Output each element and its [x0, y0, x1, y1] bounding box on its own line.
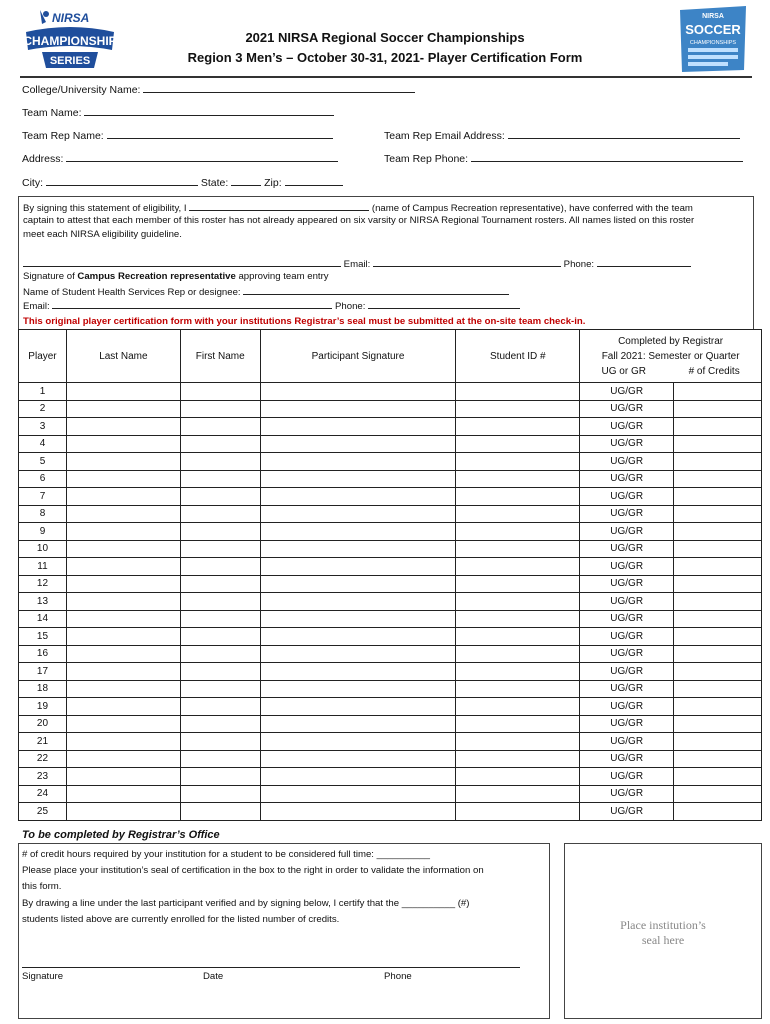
table-row: [19, 733, 762, 751]
credits-cell[interactable]: [674, 418, 762, 436]
student-id-cell[interactable]: [456, 470, 580, 488]
city-underline: [46, 175, 198, 186]
ug-gr-cell[interactable]: UG/GR: [580, 505, 674, 523]
state-label: State:: [200, 177, 229, 189]
student-id-cell[interactable]: [456, 523, 580, 541]
player-number: 21: [19, 733, 67, 751]
registrar-instructions: [22, 847, 484, 928]
last-name-cell[interactable]: [66, 733, 180, 751]
last-name-cell[interactable]: [66, 470, 180, 488]
table-row: [19, 540, 762, 558]
player-number: 15: [19, 628, 67, 646]
credits-cell[interactable]: [674, 628, 762, 646]
credits-cell[interactable]: [674, 470, 762, 488]
credits-cell[interactable]: [674, 523, 762, 541]
rep-phone-underline[interactable]: [597, 256, 691, 267]
team-rep-email-field[interactable]: [384, 128, 740, 142]
student-id-cell[interactable]: [456, 505, 580, 523]
first-name-cell[interactable]: [180, 663, 260, 681]
registrar-signature-line[interactable]: [22, 967, 520, 968]
player-number: 22: [19, 750, 67, 768]
student-id-cell[interactable]: [456, 663, 580, 681]
team-rep-phone-field[interactable]: [384, 151, 743, 165]
last-name-cell[interactable]: [66, 523, 180, 541]
credits-cell[interactable]: [674, 610, 762, 628]
player-number: 20: [19, 715, 67, 733]
header-divider: [20, 76, 752, 78]
address-label: Address:: [22, 153, 64, 165]
table-row: [19, 628, 762, 646]
signature-cell[interactable]: [260, 645, 456, 663]
signature-cell[interactable]: [260, 698, 456, 716]
last-name-cell[interactable]: [66, 593, 180, 611]
college-field[interactable]: [22, 82, 415, 96]
signature-cell[interactable]: [260, 453, 456, 471]
credits-cell[interactable]: [674, 435, 762, 453]
last-name-cell[interactable]: [66, 400, 180, 418]
col-last-name: Last Name: [66, 330, 180, 383]
team-rep-name-underline: [107, 128, 333, 139]
first-name-cell[interactable]: [180, 628, 260, 646]
first-name-cell[interactable]: [180, 593, 260, 611]
ug-gr-cell[interactable]: UG/GR: [580, 575, 674, 593]
state-underline: [231, 175, 261, 186]
signature-cell[interactable]: [260, 558, 456, 576]
signature-cell[interactable]: [260, 488, 456, 506]
last-name-cell[interactable]: [66, 645, 180, 663]
student-id-cell[interactable]: [456, 593, 580, 611]
credits-cell[interactable]: [674, 715, 762, 733]
student-id-cell[interactable]: [456, 488, 580, 506]
college-label: College/University Name:: [22, 84, 141, 96]
zip-label: Zip:: [264, 177, 282, 189]
table-row: [19, 418, 762, 436]
sig-suffix: approving team entry: [238, 271, 329, 282]
table-row: [19, 715, 762, 733]
signature-cell[interactable]: [260, 733, 456, 751]
ug-gr-cell[interactable]: UG/GR: [580, 540, 674, 558]
phone-label: Phone:: [563, 259, 595, 270]
first-name-cell[interactable]: [180, 383, 260, 401]
table-row: [19, 803, 762, 821]
signature-cell[interactable]: [260, 435, 456, 453]
player-number: 17: [19, 663, 67, 681]
registrar-line-this-form: this form.: [22, 881, 62, 893]
student-id-cell[interactable]: [456, 575, 580, 593]
table-row: [19, 750, 762, 768]
first-name-cell[interactable]: [180, 733, 260, 751]
table-row: [19, 768, 762, 786]
credits-cell[interactable]: [674, 680, 762, 698]
signature-cell[interactable]: [260, 505, 456, 523]
player-number: 16: [19, 645, 67, 663]
first-name-cell[interactable]: [180, 558, 260, 576]
student-id-cell[interactable]: [456, 400, 580, 418]
last-name-cell[interactable]: [66, 750, 180, 768]
table-row: [19, 383, 762, 401]
last-name-cell[interactable]: [66, 575, 180, 593]
last-name-cell[interactable]: [66, 435, 180, 453]
credits-cell[interactable]: [674, 698, 762, 716]
first-name-cell[interactable]: [180, 575, 260, 593]
ug-gr-cell[interactable]: UG/GR: [580, 470, 674, 488]
player-number: 12: [19, 575, 67, 593]
rep-signature-underline[interactable]: [23, 256, 341, 267]
ug-gr-cell[interactable]: UG/GR: [580, 383, 674, 401]
signature-cell[interactable]: [260, 523, 456, 541]
signature-cell[interactable]: [260, 768, 456, 786]
phone2-label: Phone:: [335, 301, 366, 312]
address-underline: [66, 151, 338, 162]
table-row: [19, 575, 762, 593]
logo-soccer-text: SOCCER: [685, 22, 741, 37]
col-first-name: First Name: [180, 330, 260, 383]
last-name-cell[interactable]: [66, 383, 180, 401]
team-rep-name-label: Team Rep Name:: [22, 130, 104, 142]
player-number: 3: [19, 418, 67, 436]
signature-cell[interactable]: [260, 663, 456, 681]
player-number: 25: [19, 803, 67, 821]
ug-gr-cell[interactable]: UG/GR: [580, 610, 674, 628]
first-name-cell[interactable]: [180, 610, 260, 628]
registrar-signature-label: Signature: [22, 971, 64, 982]
table-row: [19, 470, 762, 488]
last-name-cell[interactable]: [66, 610, 180, 628]
first-name-cell[interactable]: [180, 750, 260, 768]
signature-cell[interactable]: [260, 593, 456, 611]
col-student-id: Student ID #: [456, 330, 580, 383]
first-name-cell[interactable]: [180, 645, 260, 663]
first-name-cell[interactable]: [180, 680, 260, 698]
player-number: 14: [19, 610, 67, 628]
first-name-cell[interactable]: [180, 803, 260, 821]
last-name-cell[interactable]: [66, 558, 180, 576]
table-row: [19, 698, 762, 716]
last-name-cell[interactable]: [66, 540, 180, 558]
zip-underline: [285, 175, 343, 186]
credits-cell[interactable]: [674, 575, 762, 593]
signature-cell[interactable]: [260, 383, 456, 401]
last-name-cell[interactable]: [66, 785, 180, 803]
registrar-ug-label: UG or GR: [601, 365, 646, 377]
player-number: 8: [19, 505, 67, 523]
form-title: 2021 NIRSA Regional Soccer Championships: [245, 30, 525, 45]
signature-cell[interactable]: [260, 470, 456, 488]
first-name-cell[interactable]: [180, 698, 260, 716]
team-rep-phone-underline: [471, 151, 743, 162]
registrar-section-title: To be completed by Registrar’s Office: [22, 829, 220, 841]
student-id-cell[interactable]: [456, 383, 580, 401]
student-id-cell[interactable]: [456, 768, 580, 786]
last-name-cell[interactable]: [66, 628, 180, 646]
ug-gr-cell[interactable]: UG/GR: [580, 803, 674, 821]
registrar-line2: Fall 2021: Semester or Quarter: [601, 350, 740, 362]
signature-cell[interactable]: [260, 610, 456, 628]
health-rep-contact: [23, 298, 520, 315]
ug-gr-cell[interactable]: UG/GR: [580, 733, 674, 751]
table-row: [19, 645, 762, 663]
ug-gr-cell[interactable]: UG/GR: [580, 645, 674, 663]
address-field[interactable]: [22, 151, 338, 165]
credits-cell[interactable]: [674, 768, 762, 786]
first-name-cell[interactable]: [180, 785, 260, 803]
table-row: [19, 593, 762, 611]
first-name-cell[interactable]: [180, 505, 260, 523]
player-number: 4: [19, 435, 67, 453]
table-row: [19, 663, 762, 681]
signature-cell[interactable]: [260, 750, 456, 768]
table-row: [19, 523, 762, 541]
signature-cell[interactable]: [260, 540, 456, 558]
table-row: [19, 785, 762, 803]
first-name-cell[interactable]: [180, 540, 260, 558]
registrar-line-certify: By drawing a line under the last participant verified and by signing below, I certify that the __________ (#): [22, 897, 470, 909]
signature-cell[interactable]: [260, 803, 456, 821]
seal-box[interactable]: [564, 843, 762, 1019]
health-phone-underline[interactable]: [368, 298, 520, 309]
student-id-cell[interactable]: [456, 733, 580, 751]
logo-nirsa-text: NIRSA: [52, 11, 90, 25]
rep-email-underline[interactable]: [373, 256, 561, 267]
player-number: 23: [19, 768, 67, 786]
seal-text-line1: Place institution’s: [620, 918, 706, 932]
student-id-cell[interactable]: [456, 698, 580, 716]
credits-cell[interactable]: [674, 803, 762, 821]
first-name-cell[interactable]: [180, 435, 260, 453]
table-row: [19, 610, 762, 628]
signature-cell[interactable]: [260, 418, 456, 436]
col-player: Player: [19, 330, 67, 383]
last-name-cell[interactable]: [66, 680, 180, 698]
team-rep-name-field[interactable]: [22, 128, 333, 142]
student-id-cell[interactable]: [456, 540, 580, 558]
sig-bold: Campus Recreation representative: [77, 271, 236, 282]
signature-cell[interactable]: [260, 400, 456, 418]
city-label: City:: [22, 177, 43, 189]
first-name-cell[interactable]: [180, 715, 260, 733]
player-number: 10: [19, 540, 67, 558]
student-id-cell[interactable]: [456, 558, 580, 576]
ug-gr-cell[interactable]: UG/GR: [580, 593, 674, 611]
first-name-cell[interactable]: [180, 488, 260, 506]
last-name-cell[interactable]: [66, 418, 180, 436]
table-row: [19, 400, 762, 418]
credits-cell[interactable]: [674, 558, 762, 576]
roster-header-row: [19, 330, 762, 383]
ug-gr-cell[interactable]: UG/GR: [580, 418, 674, 436]
statement-part2: (name of Campus Recreation representative), have conferred with the team: [371, 203, 693, 214]
last-name-cell[interactable]: [66, 715, 180, 733]
rep-name-underline[interactable]: [189, 200, 369, 211]
first-name-cell[interactable]: [180, 523, 260, 541]
player-number: 18: [19, 680, 67, 698]
first-name-cell[interactable]: [180, 453, 260, 471]
player-number: 1: [19, 383, 67, 401]
ug-gr-cell[interactable]: UG/GR: [580, 768, 674, 786]
credits-cell[interactable]: [674, 663, 762, 681]
student-id-cell[interactable]: [456, 435, 580, 453]
student-id-cell[interactable]: [456, 715, 580, 733]
ug-gr-cell[interactable]: UG/GR: [580, 663, 674, 681]
first-name-cell[interactable]: [180, 470, 260, 488]
form-subtitle: Region 3 Men’s – October 30-31, 2021- Player Certification Form: [187, 50, 583, 65]
last-name-cell[interactable]: [66, 698, 180, 716]
table-row: [19, 505, 762, 523]
ug-gr-cell[interactable]: UG/GR: [580, 785, 674, 803]
student-id-cell[interactable]: [456, 610, 580, 628]
nirsa-soccer-logo: [676, 4, 750, 74]
team-name-underline: [84, 105, 334, 116]
credits-cell[interactable]: [674, 785, 762, 803]
nirsa-championship-series-logo: [22, 8, 118, 72]
signature-cell[interactable]: [260, 628, 456, 646]
ug-gr-cell[interactable]: UG/GR: [580, 750, 674, 768]
registrar-line-credit-hours: # of credit hours required by your institution for a student to be considered full time: __________: [22, 849, 430, 860]
health-rep-label: Name of Student Health Services Rep or designee:: [23, 287, 241, 298]
credits-cell[interactable]: [674, 453, 762, 471]
table-row: [19, 680, 762, 698]
registrar-line-seal: Please place your institution’s seal of certification in the box to the right in order to validate the information on: [22, 865, 484, 877]
email2-label: Email:: [23, 301, 50, 312]
signature-cell[interactable]: [260, 680, 456, 698]
student-id-cell[interactable]: [456, 750, 580, 768]
credits-cell[interactable]: [674, 645, 762, 663]
team-name-field[interactable]: [22, 105, 334, 119]
ug-gr-cell[interactable]: UG/GR: [580, 680, 674, 698]
student-id-cell[interactable]: [456, 645, 580, 663]
player-number: 5: [19, 453, 67, 471]
ug-gr-cell[interactable]: UG/GR: [580, 715, 674, 733]
logo-top-text: NIRSA: [702, 13, 724, 20]
team-name-label: Team Name:: [22, 107, 82, 119]
last-name-cell[interactable]: [66, 803, 180, 821]
player-number: 6: [19, 470, 67, 488]
player-number: 13: [19, 593, 67, 611]
student-id-cell[interactable]: [456, 680, 580, 698]
table-row: [19, 453, 762, 471]
student-id-cell[interactable]: [456, 418, 580, 436]
team-rep-phone-label: Team Rep Phone:: [384, 153, 469, 165]
table-row: [19, 488, 762, 506]
last-name-cell[interactable]: [66, 488, 180, 506]
submission-notice: This original player certification form with your institutions Registrar’s seal must be submitted at the on-site team check-in.: [23, 316, 586, 327]
player-number: 9: [19, 523, 67, 541]
last-name-cell[interactable]: [66, 663, 180, 681]
team-rep-email-underline: [508, 128, 740, 139]
statement-line-3: meet each NIRSA eligibility guideline.: [23, 229, 182, 240]
logo-championship-text: CHAMPIONSHIP: [23, 34, 117, 48]
statement-part1: By signing this statement of eligibility, I: [23, 203, 187, 214]
roster-table: [18, 329, 762, 821]
credits-cell[interactable]: [674, 540, 762, 558]
team-rep-email-label: Team Rep Email Address:: [384, 130, 505, 142]
player-number: 2: [19, 400, 67, 418]
ug-gr-cell[interactable]: UG/GR: [580, 453, 674, 471]
signature-cell[interactable]: [260, 715, 456, 733]
signature-cell[interactable]: [260, 575, 456, 593]
credits-cell[interactable]: [674, 400, 762, 418]
ug-gr-cell[interactable]: UG/GR: [580, 628, 674, 646]
credits-cell[interactable]: [674, 505, 762, 523]
credits-cell[interactable]: [674, 593, 762, 611]
ug-gr-cell[interactable]: UG/GR: [580, 523, 674, 541]
player-number: 19: [19, 698, 67, 716]
health-rep-underline[interactable]: [243, 284, 509, 295]
student-id-cell[interactable]: [456, 803, 580, 821]
ug-gr-cell[interactable]: UG/GR: [580, 698, 674, 716]
registrar-phone-label: Phone: [384, 971, 412, 982]
first-name-cell[interactable]: [180, 400, 260, 418]
credits-cell[interactable]: [674, 488, 762, 506]
credits-cell[interactable]: [674, 383, 762, 401]
student-id-cell[interactable]: [456, 785, 580, 803]
logo-sub-text: CHAMPIONSHIPS: [689, 40, 737, 46]
logo-series-text: SERIES: [49, 55, 91, 67]
signature-cell[interactable]: [260, 785, 456, 803]
registrar-credits-label: # of Credits: [688, 365, 740, 377]
sig-prefix: Signature of: [23, 271, 75, 282]
last-name-cell[interactable]: [66, 768, 180, 786]
last-name-cell[interactable]: [66, 453, 180, 471]
email-label: Email:: [343, 259, 371, 270]
seal-text-line2: seal here: [641, 933, 685, 947]
credits-cell[interactable]: [674, 750, 762, 768]
registrar-line-enrolled: students listed above are currently enrolled for the listed number of credits.: [22, 913, 340, 925]
registrar-line1: Completed by Registrar: [618, 335, 724, 347]
ug-gr-cell[interactable]: UG/GR: [580, 488, 674, 506]
first-name-cell[interactable]: [180, 418, 260, 436]
ug-gr-cell[interactable]: UG/GR: [580, 400, 674, 418]
table-row: [19, 558, 762, 576]
city-state-zip-fields[interactable]: [22, 175, 343, 189]
ug-gr-cell[interactable]: UG/GR: [580, 435, 674, 453]
credits-cell[interactable]: [674, 733, 762, 751]
last-name-cell[interactable]: [66, 505, 180, 523]
registrar-date-label: Date: [203, 971, 224, 982]
table-row: [19, 435, 762, 453]
player-number: 11: [19, 558, 67, 576]
health-email-underline[interactable]: [52, 298, 332, 309]
col-participant-signature: Participant Signature: [260, 330, 456, 383]
first-name-cell[interactable]: [180, 768, 260, 786]
signature-caption: [23, 270, 329, 285]
player-number: 7: [19, 488, 67, 506]
ug-gr-cell[interactable]: UG/GR: [580, 558, 674, 576]
statement-line-2: captain to attest that each member of this roster has not already appeared on six varsity or NIRSA Regional Tournament rosters. All names listed on this roster: [23, 215, 695, 226]
col-registrar: [580, 330, 762, 383]
college-underline: [143, 82, 415, 93]
student-id-cell[interactable]: [456, 628, 580, 646]
player-number: 24: [19, 785, 67, 803]
student-id-cell[interactable]: [456, 453, 580, 471]
